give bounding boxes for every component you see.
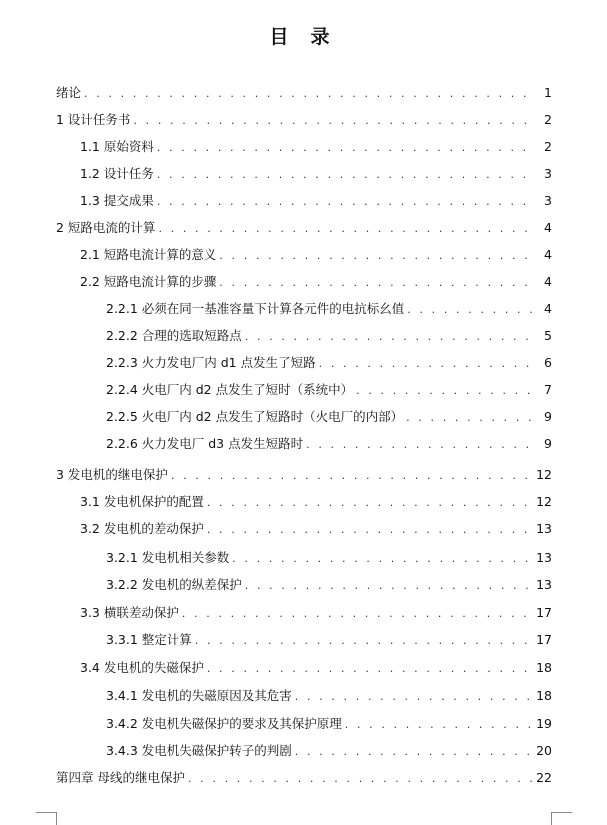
toc-entry (106, 737, 552, 764)
dot-leader (84, 80, 534, 107)
toc-entry (80, 241, 552, 268)
dot-leader (345, 711, 532, 738)
toc-entry (80, 515, 552, 542)
margin-corner-mark-right (551, 812, 572, 825)
toc-entry-page: 1 (544, 85, 552, 100)
toc-entry-label: 2.2.1 必须在同一基准容量下计算各元件的电抗标幺值 (106, 301, 405, 316)
toc-entry-page: 2 (544, 139, 552, 154)
toc-entry-page: 18 (536, 688, 552, 703)
toc-entry-page: 19 (536, 716, 552, 731)
toc-entry (80, 654, 552, 681)
toc-entry-page: 13 (536, 577, 552, 592)
dot-leader (158, 215, 534, 242)
toc-entry (80, 187, 552, 214)
toc-entry-label: 3.3.1 整定计算 (106, 632, 192, 647)
toc-entry-label: 3.1 发电机保护的配置 (80, 494, 204, 509)
toc-entry-page: 4 (544, 247, 552, 262)
dot-leader (245, 572, 532, 599)
toc-entry (80, 268, 552, 295)
toc-entry (56, 764, 552, 791)
toc-entry-label: 1.3 提交成果 (80, 193, 154, 208)
toc-entry-label: 3 发电机的继电保护 (56, 467, 168, 482)
toc-entry-page: 2 (544, 112, 552, 127)
toc-entry (56, 461, 552, 488)
toc-entry-page: 13 (536, 550, 552, 565)
toc-entry-label: 1 设计任务书 (56, 112, 131, 127)
page-title: 目录 (269, 26, 352, 48)
toc-entry-page: 3 (544, 193, 552, 208)
dot-leader (219, 242, 534, 269)
toc-entry-page: 17 (536, 632, 552, 647)
toc-entry (106, 295, 552, 322)
toc-entry-label: 2.2 短路电流计算的步骤 (80, 274, 217, 289)
margin-corner-mark-left (36, 812, 57, 825)
dot-leader (219, 269, 534, 296)
dot-leader (407, 296, 534, 323)
toc-entry (80, 599, 552, 626)
toc-entry (106, 571, 552, 598)
dot-leader (306, 431, 534, 458)
toc-entry-label: 1.1 原始资料 (80, 139, 154, 154)
dot-leader (295, 683, 532, 710)
toc-entry-page: 12 (536, 467, 552, 482)
toc-entry-page: 4 (544, 274, 552, 289)
toc-entry-page: 18 (536, 660, 552, 675)
toc-entry (106, 322, 552, 349)
dot-leader (157, 161, 534, 188)
dot-leader (245, 323, 534, 350)
toc-entry-label: 绪论 (56, 85, 82, 100)
dot-leader (188, 765, 532, 792)
toc-entry-label: 2.2.5 火电厂内 d2 点发生了短路时（火电厂的内部） (106, 409, 404, 424)
toc-entry-label: 3.2 发电机的差动保护 (80, 521, 204, 536)
dot-leader (232, 545, 532, 572)
dot-leader (295, 738, 532, 765)
toc-entry (56, 79, 552, 106)
dot-leader (157, 188, 534, 215)
dot-leader (157, 134, 534, 161)
dot-leader (133, 107, 534, 134)
toc-entry-label: 第四章 母线的继电保护 (56, 770, 185, 785)
dot-leader (207, 655, 532, 682)
toc-entry-page: 6 (544, 355, 552, 370)
toc-entry (80, 133, 552, 160)
toc-entry-label: 3.4.3 发电机失磁保护转子的判剧 (106, 743, 292, 758)
toc-entry-label: 2.2.3 火力发电厂内 d1 点发生了短路 (106, 355, 316, 370)
dot-leader (182, 600, 532, 627)
toc-entry (106, 403, 552, 430)
toc-entry-page: 9 (544, 436, 552, 451)
dot-leader (356, 377, 534, 404)
dot-leader (195, 627, 532, 654)
toc-entry (56, 214, 552, 241)
toc-entry-page: 17 (536, 605, 552, 620)
toc-entry-label: 3.4 发电机的失磁保护 (80, 660, 204, 675)
toc-entry-label: 3.4.1 发电机的失磁原因及其危害 (106, 688, 292, 703)
toc-entry-label: 2 短路电流的计算 (56, 220, 156, 235)
toc-entry-label: 2.1 短路电流计算的意义 (80, 247, 217, 262)
toc-entry (80, 488, 552, 515)
dot-leader (171, 462, 532, 489)
toc-entry-label: 2.2.4 火电厂内 d2 点发生了短时（系统中） (106, 382, 354, 397)
toc-entry-page: 5 (544, 328, 552, 343)
toc-entry-page: 12 (536, 494, 552, 509)
toc-entry (80, 160, 552, 187)
toc-entry-page: 3 (544, 166, 552, 181)
toc-entry-page: 4 (544, 220, 552, 235)
toc-entry (106, 430, 552, 457)
toc-entry-label: 3.4.2 发电机失磁保护的要求及其保护原理 (106, 716, 342, 731)
toc-entry-page: 22 (536, 770, 552, 785)
toc-entry-page: 13 (536, 521, 552, 536)
toc-entry-label: 1.2 设计任务 (80, 166, 154, 181)
toc-entry-page: 7 (544, 382, 552, 397)
toc-entry-label: 3.2.2 发电机的纵差保护 (106, 577, 242, 592)
toc-entry (106, 349, 552, 376)
toc-entry (56, 106, 552, 133)
toc-entry-label: 3.2.1 发电机相关参数 (106, 550, 230, 565)
toc-entry (106, 710, 552, 737)
toc-entry-label: 2.2.2 合理的选取短路点 (106, 328, 242, 343)
dot-leader (207, 489, 532, 516)
dot-leader (319, 350, 534, 377)
toc-entry (106, 376, 552, 403)
toc-entry-label: 2.2.6 火力发电厂 d3 点发生短路时 (106, 436, 304, 451)
toc-entry (106, 682, 552, 709)
toc-entry-page: 4 (544, 301, 552, 316)
toc-entry-label: 3.3 横联差动保护 (80, 605, 179, 620)
dot-leader (406, 404, 534, 431)
toc-entry-page: 20 (536, 743, 552, 758)
dot-leader (207, 516, 532, 543)
toc-entry (106, 544, 552, 571)
toc-entry-page: 9 (544, 409, 552, 424)
toc-entry (106, 626, 552, 653)
